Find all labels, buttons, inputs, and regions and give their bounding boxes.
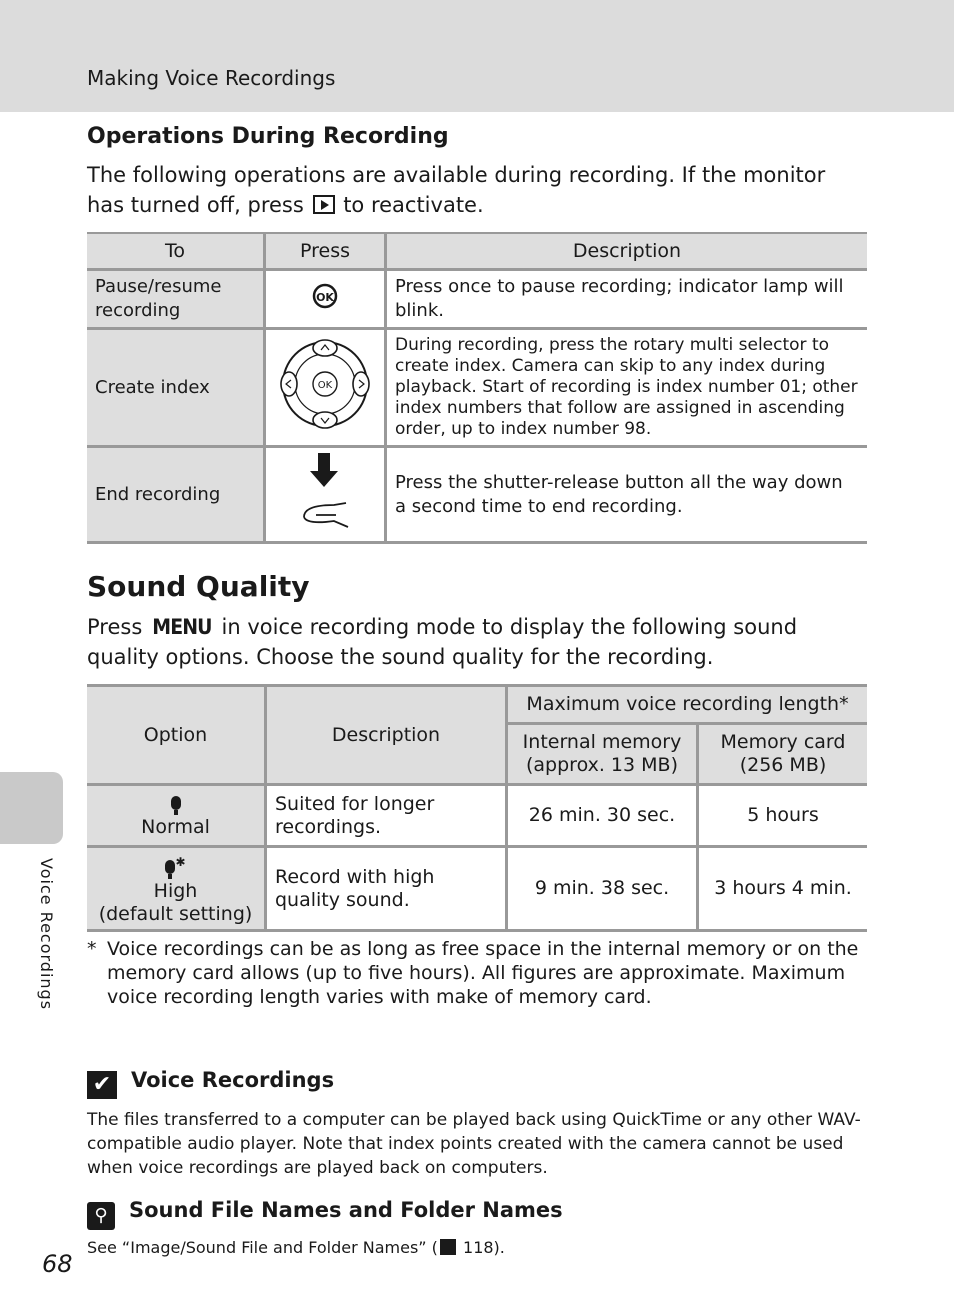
table-header-row (87, 686, 867, 724)
intro-text: Press (87, 615, 143, 639)
internal-length: 9 min. 38 sec. (507, 847, 698, 931)
page-reference-icon (440, 1239, 456, 1255)
voice-recordings-note-body: The files transferred to a computer can be played back using QuickTime or any other WAV-compatible audio player. Note that index points created with the camera cannot be used when voice recordings are played back on computers. (87, 1110, 861, 1178)
intro-text-end: to reactivate. (343, 193, 484, 217)
card-length: 3 hours 4 min. (698, 847, 868, 931)
option-description: Record with high quality sound. (266, 847, 507, 931)
operations-title: Operations During Recording (87, 124, 449, 149)
option-cell (87, 847, 266, 931)
column-header-description: Description (266, 686, 507, 785)
option-label-note: (default setting) (98, 903, 253, 925)
ok-label: OK (317, 380, 333, 391)
chapter-tab-label: Voice Recordings (37, 858, 56, 1011)
option-cell (87, 785, 266, 847)
menu-button-icon: MENU (152, 615, 212, 639)
sound-quality-table (87, 684, 867, 932)
chapter-tab (0, 772, 63, 844)
page-number: 68 (42, 1250, 73, 1278)
footnote (87, 937, 867, 1009)
column-header-max-length: Maximum voice recording length* (507, 686, 868, 724)
footnote-mark: * (87, 938, 97, 960)
see-reference (87, 1238, 505, 1257)
table-header-row (87, 233, 867, 270)
voice-recordings-note-heading (87, 1068, 334, 1099)
row-description: During recording, press the rotary multi selector to create index. Camera can skip to any index during playback. Start of recording is index number 01; other index numbers that follow are assigned in ascending order, up to index number 98. (386, 329, 868, 447)
see-text: See “Image/Sound File and Folder Names” ( (87, 1238, 438, 1257)
column-header-press: Press (265, 233, 386, 270)
sound-quality-title: Sound Quality (87, 570, 310, 603)
rotary-multi-selector-icon (265, 329, 386, 447)
checkmark-note-icon: ✔ (87, 1071, 117, 1099)
row-description: Press the shutter-release button all the way down a second time to end recording. (386, 447, 868, 543)
internal-length: 26 min. 30 sec. (507, 785, 698, 847)
note-title: Sound File Names and Folder Names (129, 1198, 563, 1222)
running-head: Making Voice Recordings (87, 66, 336, 90)
microphone-icon (171, 796, 181, 810)
table-row (87, 270, 867, 329)
table-row (87, 847, 867, 931)
option-description: Suited for longer recordings. (266, 785, 507, 847)
column-header-to: To (87, 233, 265, 270)
operations-intro (87, 160, 867, 220)
sparkle-icon: ✱ (175, 855, 186, 869)
ok-label: OK (316, 290, 334, 304)
row-description: Press once to pause recording; indicator lamp will blink. (386, 270, 868, 329)
shutter-release-icon (265, 447, 386, 543)
header-band (0, 0, 954, 112)
table-row (87, 785, 867, 847)
see-text-end: 118). (457, 1238, 505, 1257)
table-row (87, 329, 867, 447)
sound-file-names-heading (87, 1198, 563, 1230)
ok-button-icon (265, 270, 386, 329)
operations-table (87, 232, 867, 544)
playback-button-icon (313, 195, 335, 214)
row-to: End recording (87, 447, 265, 543)
note-title: Voice Recordings (131, 1068, 335, 1092)
magnifier-tip-icon: ⚲ (87, 1202, 115, 1230)
intro-text-end: in voice recording mode to display the following sound quality options. Choose the sound quality for the recording. (87, 615, 798, 669)
column-header-card: Memory card (256 MB) (698, 724, 868, 785)
option-label: Normal (141, 815, 210, 838)
option-label: High (153, 880, 198, 902)
sound-quality-intro (87, 612, 867, 672)
column-header-description: Description (386, 233, 868, 270)
microphone-high-icon (165, 860, 175, 874)
column-header-internal: Internal memory (approx. 13 MB) (507, 724, 698, 785)
footnote-text: Voice recordings can be as long as free space in the internal memory or on the memory card allows (up to five hours). All figures are approximate. Maximum voice recording length varies with make of memory card. (107, 938, 859, 1008)
row-to: Create index (87, 329, 265, 447)
row-to: Pause/resume recording (87, 270, 265, 329)
table-row (87, 447, 867, 543)
column-header-option: Option (87, 686, 266, 785)
card-length: 5 hours (698, 785, 868, 847)
intro-text: The following operations are available during recording. If the monitor has turned off, press (87, 163, 826, 217)
